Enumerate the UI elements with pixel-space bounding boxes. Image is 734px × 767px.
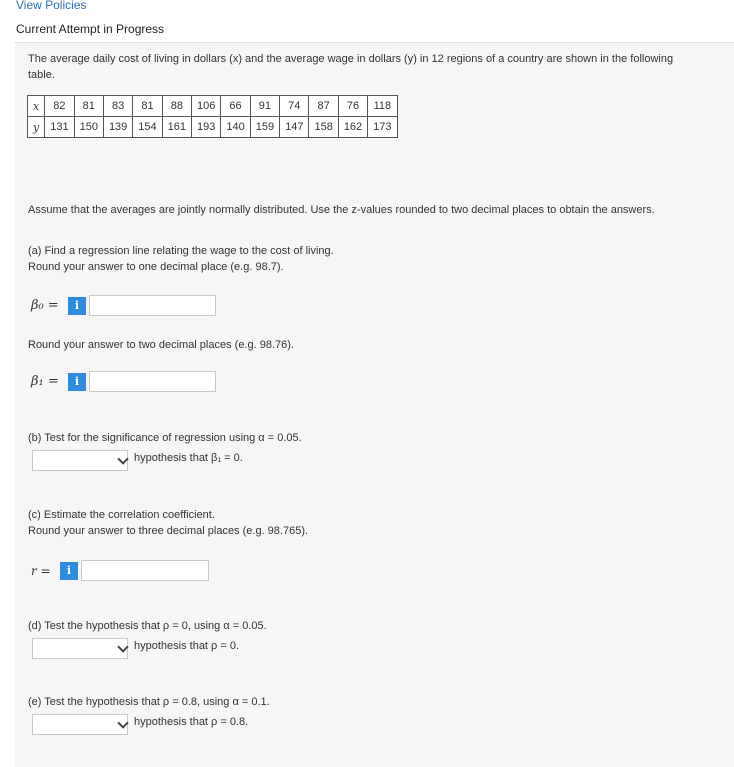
part-b-hypothesis-text: hypothesis that β₁ = 0. xyxy=(134,452,243,464)
table-cell-y: 131 xyxy=(45,117,74,138)
r-label: r = xyxy=(31,564,51,578)
table-cell-x: 106 xyxy=(192,96,221,117)
beta1-input[interactable] xyxy=(89,371,216,392)
table-cell-x: 66 xyxy=(221,96,250,117)
table-cell-x: 87 xyxy=(309,96,338,117)
table-cell-y: 161 xyxy=(162,117,191,138)
part-a-question: (a) Find a regression line relating the wage to the cost of living. xyxy=(28,245,334,257)
beta1-label: β₁ = xyxy=(31,374,59,389)
attempt-status-title: Current Attempt in Progress xyxy=(16,22,165,36)
table-cell-y: 159 xyxy=(250,117,279,138)
table-row-x xyxy=(28,96,398,117)
part-a-round-b0: Round your answer to one decimal place (e.g. 98.7). xyxy=(28,261,284,273)
table-cell-x: 74 xyxy=(280,96,309,117)
beta1-info-icon[interactable]: i xyxy=(68,373,86,391)
part-e-hypothesis-text: hypothesis that ρ = 0.8. xyxy=(134,716,249,728)
part-e-question: (e) Test the hypothesis that ρ = 0.8, using α = 0.1. xyxy=(28,696,270,708)
intro-text-line1: The average daily cost of living in dollars (x) and the average wage in dollars (y) in 12 regions of a country are shown in the following xyxy=(28,53,674,65)
view-policies-link[interactable]: View Policies xyxy=(16,0,87,12)
table-cell-y: 173 xyxy=(368,117,397,138)
table-row-y xyxy=(28,117,398,138)
table-cell-y: 158 xyxy=(309,117,338,138)
table-cell-y: 150 xyxy=(74,117,103,138)
part-d-select[interactable] xyxy=(32,638,128,659)
table-cell-x: 91 xyxy=(250,96,279,117)
table-cell-x: 88 xyxy=(162,96,191,117)
table-header-y: y xyxy=(28,117,45,138)
table-cell-x: 81 xyxy=(133,96,162,117)
beta0-info-icon[interactable]: i xyxy=(68,297,86,315)
part-c-round-note: Round your answer to three decimal places (e.g. 98.765). xyxy=(28,525,309,537)
part-b-select[interactable] xyxy=(32,450,128,471)
intro-text-line2: table. xyxy=(28,69,55,81)
beta0-input[interactable] xyxy=(89,295,216,316)
table-cell-y: 139 xyxy=(103,117,132,138)
table-cell-x: 83 xyxy=(103,96,132,117)
r-input[interactable] xyxy=(81,560,209,581)
assumption-text: Assume that the averages are jointly normally distributed. Use the z-values rounded to two decimal places to obtain the answers. xyxy=(28,204,655,216)
part-c-question: (c) Estimate the correlation coefficient. xyxy=(28,509,215,521)
table-cell-y: 154 xyxy=(133,117,162,138)
data-table xyxy=(27,95,398,138)
part-d-hypothesis-text: hypothesis that ρ = 0. xyxy=(134,640,240,652)
r-info-icon[interactable]: i xyxy=(60,562,78,580)
part-b-question: (b) Test for the significance of regression using α = 0.05. xyxy=(28,432,302,444)
beta0-label: β₀ = xyxy=(31,298,59,313)
table-cell-x: 81 xyxy=(74,96,103,117)
table-cell-x: 76 xyxy=(338,96,367,117)
table-cell-y: 147 xyxy=(280,117,309,138)
part-d-question: (d) Test the hypothesis that ρ = 0, using α = 0.05. xyxy=(28,620,267,632)
table-cell-y: 140 xyxy=(221,117,250,138)
part-a-round-b1: Round your answer to two decimal places (e.g. 98.76). xyxy=(28,339,294,351)
table-cell-x: 118 xyxy=(368,96,397,117)
table-header-x: x xyxy=(28,96,45,117)
table-cell-y: 162 xyxy=(338,117,367,138)
table-cell-x: 82 xyxy=(45,96,74,117)
table-cell-y: 193 xyxy=(192,117,221,138)
part-e-select[interactable] xyxy=(32,714,128,735)
